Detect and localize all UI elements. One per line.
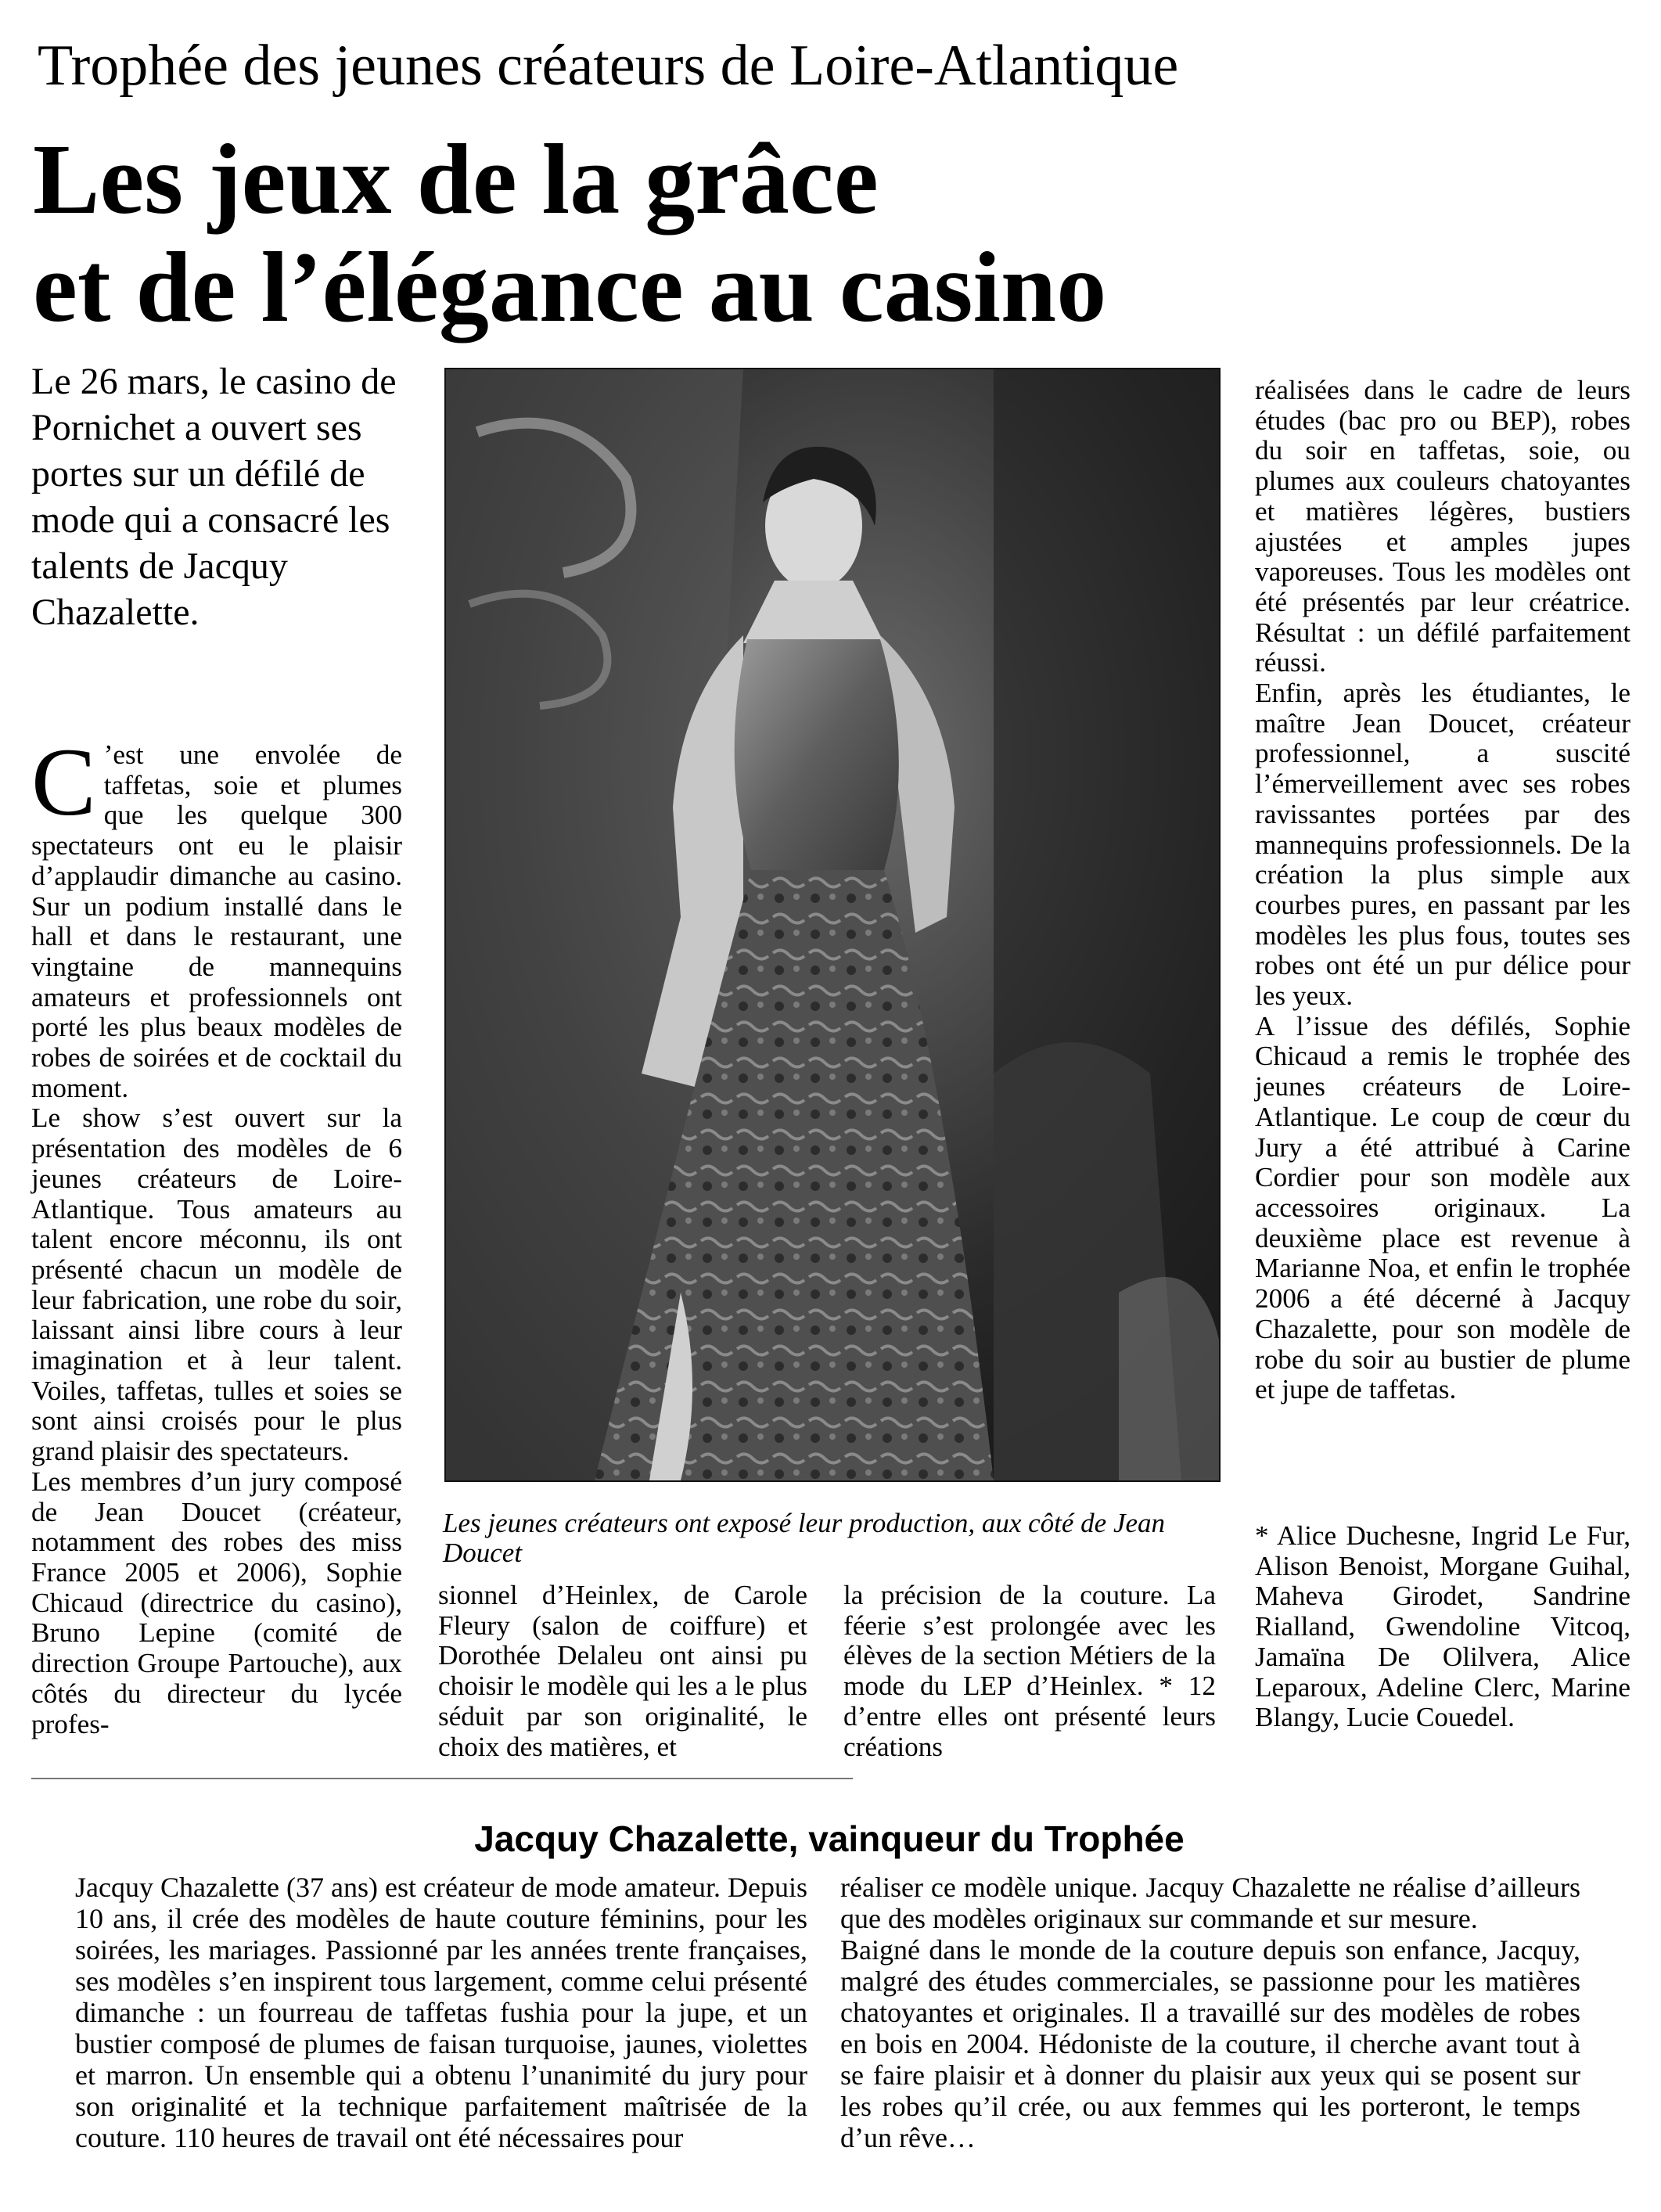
fashion-model-photo (446, 369, 1219, 1480)
article-column-3 (843, 1581, 1216, 1762)
sidebar-title: Jacquy Chazalette, vainqueur du Trophée (474, 1818, 1185, 1859)
paragraph-text: ’est une envolée de taffetas, soie et plumes que les quelque 300 spectateurs ont eu le plaisir d’applaudir dimanche au casino. Sur un podium installé dans le hall et dans le restaurant, une vingtaine de mannequins amateurs et professionnels ont porté les plus beaux modèles de robes de soirées et de cocktail du moment. (31, 739, 402, 1103)
paragraph: réaliser ce modèle unique. Jacquy Chazalette ne réalise d’ailleurs que des modèles originaux sur commande et sur mesure. (840, 1872, 1580, 1934)
paragraph: Les membres d’un jury composé de Jean Doucet (créateur, notamment des robes des miss France 2005 et 2006), Sophie Chicaud (directrice du casino), Bruno Lepine (comité de direction Groupe Partouche), aux côtés du directeur du lycée profes- (31, 1466, 402, 1739)
paragraph (31, 728, 402, 1103)
article-column-1 (31, 728, 402, 1739)
paragraph: réalisées dans le cadre de leurs études (bac pro ou BEP), robes du soir en taffetas, soie, ou plumes aux couleurs chatoyantes et matières légères, bustiers ajustées et amples jupes vaporeuses. Tous les modèles ont été présentés par leur créatrice. Résultat : un défilé parfaitement réussi. (1255, 375, 1630, 678)
article-column-2 (438, 1581, 807, 1762)
drop-cap: C (31, 728, 96, 836)
paragraph: sionnel d’Heinlex, de Carole Fleury (salon de coiffure) et Dorothée Delaleu ont ainsi pu choisir le modèle qui les a le plus séduit par son originalité, le choix des matières, et (438, 1580, 807, 1762)
article-column-4 (1255, 376, 1630, 1405)
article-kicker: Trophée des jeunes créateurs de Loire-Atlantique (38, 34, 1179, 98)
headline-line-2: et de l’élégance au casino (33, 232, 1107, 343)
article-headline (33, 125, 1106, 341)
paragraph: Jacquy Chazalette (37 ans) est créateur de mode amateur. Depuis 10 ans, il crée des modèles de haute couture féminins, pour les soirées, les mariages. Passionné par les années trente françaises, ses modèles s’en inspirent tous largement, comme celui présenté dimanche : un fourreau de taffetas fushia pour la jupe, et un bustier composé de plumes de faisan turquoise, jaunes, violettes et marron. Un ensemble qui a obtenu l’unanimité du jury pour son originalité et la technique parfaitement maîtrisée de la couture. 110 heures de travail ont été nécessaires pour (75, 1872, 807, 2153)
paragraph: A l’issue des défilés, Sophie Chicaud a remis le trophée des jeunes créateurs de Loire-Atlantique. Le coup de cœur du Jury a été attribué à Carine Cordier pour son modèle aux accessoires originaux. La deuxième place est revenue à Marianne Noa, et enfin le trophée 2006 a été décerné à Jacquy Chazalette, pour son modèle de robe du soir au bustier de plume et jupe de taffetas. (1255, 1010, 1630, 1405)
article-photo (444, 368, 1221, 1482)
sidebar-column-right (840, 1872, 1580, 2153)
footnote-text: * Alice Duchesne, Ingrid Le Fur, Alison Benoist, Morgane Guihal, Maheva Girodet, Sandrine Rialland, Gwendoline Vitcoq, Jamaïna De Olilvera, Alice Leparoux, Adeline Clerc, Marine Blangy, Lucie Couedel. (1255, 1520, 1630, 1733)
sidebar-column-left (75, 1872, 807, 2153)
section-divider (31, 1778, 853, 1779)
participants-footnote (1255, 1521, 1630, 1733)
paragraph: Enfin, après les étudiantes, le maître Jean Doucet, créateur professionnel, a suscité l’émerveillement avec ses robes ravissantes portées par des mannequins professionnels. De la création la plus simple aux courbes pures, en passant par les modèles les plus fous, toutes ses robes ont été un pur délice pour les yeux. (1255, 678, 1630, 1012)
photo-caption: Les jeunes créateurs ont exposé leur production, aux côté de Jean Doucet (443, 1508, 1166, 1568)
paragraph: Baigné dans le monde de la couture depuis son enfance, Jacquy, malgré des études commerciales, se passionne pour les matières chatoyantes et originales. Il a travaillé sur des modèles de robes en bois en 2004. Hédoniste de la couture, il cherche avant tout à se faire plaisir et à donner du plaisir aux yeux qui se posent sur les robes qu’il crée, ou aux femmes qui les porteront, le temps d’un rêve… (840, 1934, 1580, 2153)
headline-line-1: Les jeux de la grâce (33, 124, 879, 235)
article-lede: Le 26 mars, le casino de Pornichet a ouvert ses portes sur un défilé de mode qui a consacré les talents de Jacquy Chazalette. (31, 361, 397, 633)
paragraph: la précision de la couture. La féerie s’est prolongée avec les élèves de la section Métiers de la mode du LEP d’Heinlex. * 12 d’entre elles ont présenté leurs créations (843, 1580, 1216, 1762)
paragraph: Le show s’est ouvert sur la présentation des modèles de 6 jeunes créateurs de Loire-Atlantique. Tous amateurs au talent encore méconnu, ils ont présenté chacun un modèle de leur fabrication, une robe du soir, laissant ainsi libre cours à leur imagination et à leur talent. Voiles, taffetas, tulles et soies se sont ainsi croisés pour le plus grand plaisir des spectateurs. (31, 1102, 402, 1467)
